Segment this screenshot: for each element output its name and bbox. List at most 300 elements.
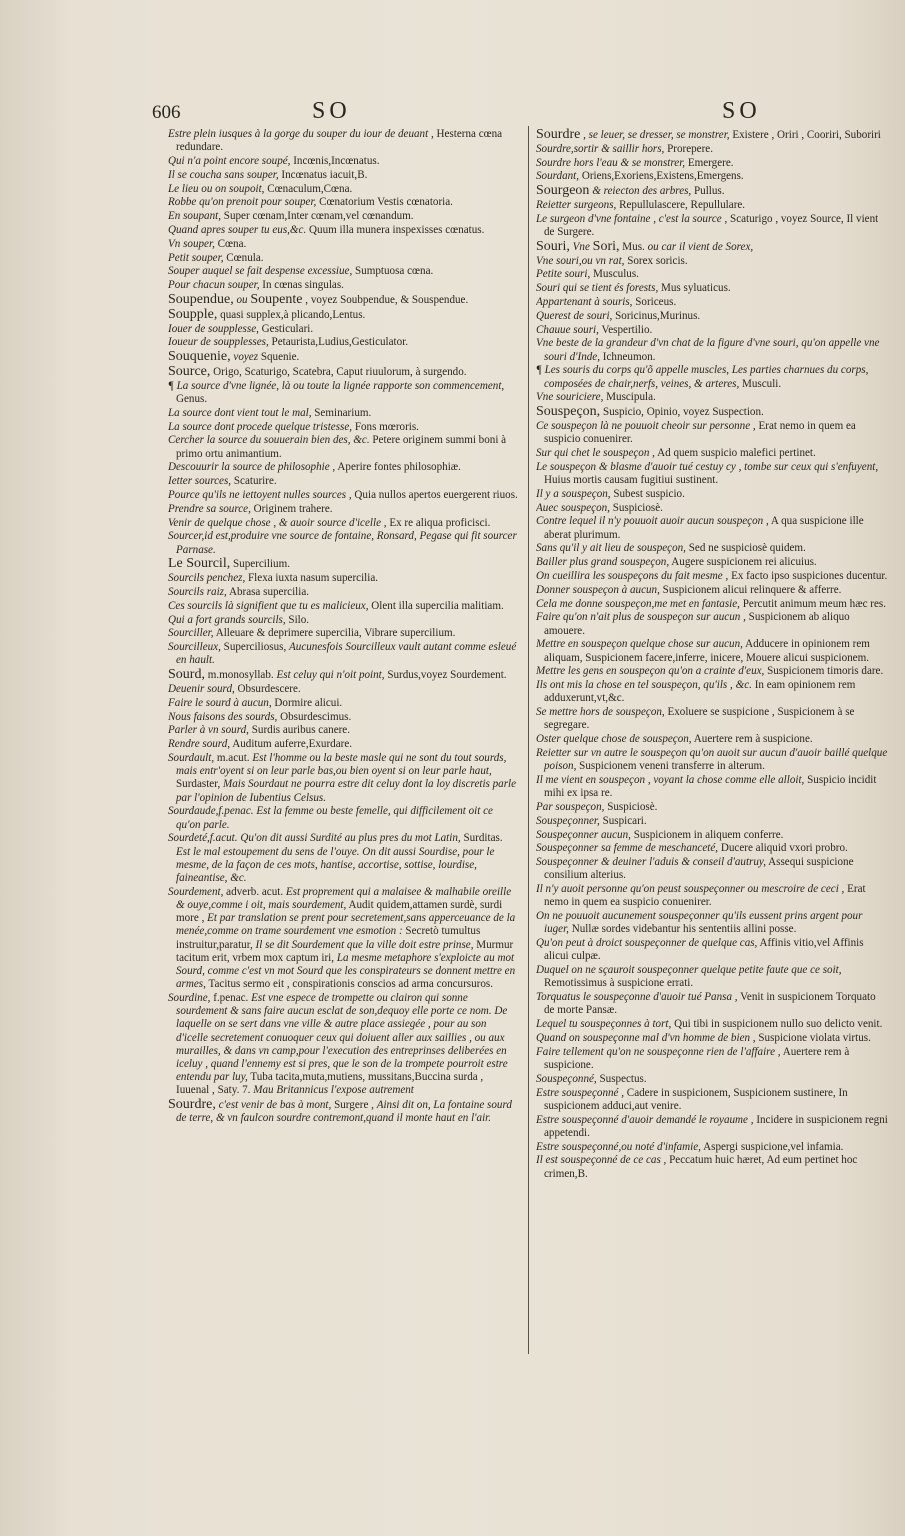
french-text: Souri qui se tient és forests,: [536, 282, 659, 295]
french-text: Sourcils penchez,: [168, 572, 246, 585]
french-text: Parler à vn sourd,: [168, 724, 249, 737]
headword: Source,: [168, 363, 211, 379]
dictionary-entry: [168, 517, 518, 530]
french-text: ou: [236, 293, 248, 306]
latin-text: Aspergi suspicione,vel infamia.: [703, 1140, 844, 1153]
french-text: Pource qu'ils ne iettoyent nulles sources ,: [168, 488, 352, 501]
latin-text: Obsurdescere.: [237, 682, 301, 695]
latin-text: Adducere in opinionem rem aliquam, Suspicionem facere,inferre, inicere, Mouere alicui suspicionem.: [544, 638, 870, 664]
dictionary-entry: [536, 937, 888, 963]
french-text: Cercher la source du souuerain bien des, &c.: [168, 434, 370, 447]
french-text: Souspeçonner & deuiner l'aduis & conseil d'autruy,: [536, 856, 766, 869]
page-number: 606: [152, 102, 181, 123]
french-text: Souspeçonné,: [536, 1072, 597, 1085]
latin-text: Suspiciosè.: [612, 501, 663, 514]
latin-text: Mus syluaticus.: [661, 282, 731, 295]
french-text: Faire le sourd à aucun,: [168, 696, 272, 709]
dictionary-entry: [536, 296, 888, 309]
dictionary-entry: [168, 668, 518, 682]
latin-text: Subest suspicio.: [613, 487, 685, 500]
french-text: Mettre les gens en souspeçon qu'on a crainte d'eux,: [536, 665, 765, 678]
headword: Sourd,: [168, 667, 205, 683]
dictionary-entry: [168, 697, 518, 710]
french-text: ¶ Les souris du corps qu'õ appelle muscles, Les parties charnues du corps, composées de chair,nerfs, veines, & arteres,: [536, 364, 869, 390]
latin-text: Erat nemo in quem ea suspicio conuenirer.: [544, 883, 866, 909]
latin-text: Ex re aliqua proficisci.: [389, 516, 491, 529]
french-text: Vn souper,: [168, 237, 215, 250]
latin-text: Quia nullos apertos euergerent riuos.: [354, 488, 518, 501]
french-text: Sourdine,: [168, 991, 211, 1004]
latin-text: Incidere in suspicionem regni appetendi.: [544, 1113, 888, 1139]
french-text: Petit souper,: [168, 251, 224, 264]
french-text: Quand on souspeçonne mal d'vn homme de bien ,: [536, 1031, 756, 1044]
french-text: Deuenir sourd,: [168, 682, 235, 695]
dictionary-entry: [536, 584, 888, 597]
latin-text: Remotissimus à suspicione errati.: [544, 977, 694, 990]
dictionary-entry: [536, 1141, 888, 1154]
latin-text: Gesticulari.: [261, 322, 314, 335]
french-text: Donner souspeçon à aucun,: [536, 583, 660, 596]
french-text: Souspeçonner,: [536, 814, 600, 827]
latin-text: quasi supplex,à plicando,Lentus.: [220, 308, 366, 321]
french-text: Querest de souri,: [536, 309, 613, 322]
dictionary-entry: [168, 475, 518, 488]
dictionary-entry: [168, 407, 518, 420]
latin-text: Ad quem suspicio malefici pertinet.: [657, 446, 816, 459]
french-text: Petite souri,: [536, 268, 591, 281]
dictionary-entry: [168, 738, 518, 751]
latin-text: Scaturire.: [233, 475, 277, 488]
latin-text: Aperire fontes philosophiæ.: [337, 461, 461, 474]
latin-text: Genus.: [176, 392, 208, 405]
dictionary-entry: [536, 542, 888, 555]
dictionary-entry: [536, 255, 888, 268]
french-text: Sourcer,id est,produire vne source de fontaine, Ronsard, Pegase qui fit sourcer Parnase.: [168, 530, 517, 556]
latin-text: Tuba tacita,muta,mutiens, mussitans,Buccina surda , Iuuenal , Saty. 7.: [176, 1071, 484, 1097]
dictionary-entry: [536, 856, 888, 882]
dictionary-entry: [536, 747, 888, 773]
dictionary-entry: [168, 461, 518, 474]
french-text: ¶ La source d'vne lignée, là ou toute la lignée rapporte son commencement,: [168, 379, 505, 392]
french-text: Est celuy qui n'oit point,: [276, 669, 385, 682]
french-text: Mais Sourdaut ne pourra estre dit celuy dont la loy discretis parle par l'opinion de Iubentius Celsus.: [176, 778, 517, 804]
french-text: Mau Britannicus l'expose autrement: [253, 1084, 414, 1097]
dictionary-entry: [168, 128, 518, 154]
latin-text: Suspicionem in aliquem conferre.: [633, 828, 784, 841]
french-text: Faire qu'on n'ait plus de souspeçon sur aucun ,: [536, 611, 746, 624]
dictionary-entry: [168, 832, 518, 885]
latin-text: adverb. acut.: [226, 885, 284, 898]
french-text: Sourcils raiz,: [168, 585, 227, 598]
dictionary-entry: [168, 224, 518, 237]
dictionary-entry: [168, 336, 518, 349]
latin-text: Incœnatus iacuit,B.: [281, 168, 368, 181]
dictionary-entry: [168, 489, 518, 502]
latin-text: Nullæ sordes videbantur his sententiis allini posse.: [571, 923, 797, 936]
dictionary-entry: [168, 683, 518, 696]
french-text: Sourciller,: [168, 627, 214, 640]
dictionary-entry: [536, 706, 888, 732]
latin-text: Suspicio, Opinio, voyez Suspection.: [602, 406, 764, 419]
french-text: Contre lequel il n'y pouuoit auoir aucun souspeçon ,: [536, 515, 769, 528]
dictionary-entry: [536, 883, 888, 909]
french-text: Faire tellement qu'on ne souspeçonne rien de l'affaire ,: [536, 1045, 781, 1058]
dictionary-entry: [536, 420, 888, 446]
french-text: Reietter sur vn autre le souspeçon qu'on auoit sur aucun d'auoir baillé quelque poison,: [536, 746, 888, 773]
latin-text: Suspicionem timoris dare.: [767, 665, 884, 678]
dictionary-entry: [536, 310, 888, 323]
dictionary-entry: [536, 447, 888, 460]
latin-text: Supercilium.: [233, 558, 291, 571]
headword: Sourgeon: [536, 183, 590, 199]
latin-text: Flexa iuxta nasum supercilia.: [248, 572, 379, 585]
latin-text: Suspicio incidit mihi ex ipsa re.: [544, 773, 877, 800]
latin-text: Surditas.: [463, 832, 503, 845]
latin-text: m.monosyllab.: [207, 669, 274, 682]
latin-text: Emergere.: [687, 156, 734, 169]
dictionary-entry: [168, 627, 518, 640]
french-text: Lequel tu souspeçonnes à tort,: [536, 1018, 672, 1031]
dictionary-entry: [168, 586, 518, 599]
french-text: Mettre en souspeçon quelque chose sur aucun,: [536, 638, 743, 651]
french-text: Estre souspeçonné ,: [536, 1086, 625, 1099]
latin-text: Mus.: [622, 240, 645, 253]
french-text: Sourdre hors l'eau & se monstrer,: [536, 156, 686, 169]
french-text: Qu'on dit aussi Surdité au plus pres du mot Latin,: [240, 832, 461, 845]
right-column: [536, 128, 888, 1378]
headword: Le Sourcil,: [168, 556, 231, 572]
latin-text: Ichneumon.: [602, 350, 656, 363]
latin-text: Petere originem summi boni à primo ortu animantium.: [176, 434, 507, 460]
latin-text: Cœnaculum,Cœna.: [267, 182, 353, 195]
french-text: , se leuer, se dresser, se monstrer,: [583, 129, 730, 141]
french-text: Vne souriciere,: [536, 391, 604, 404]
latin-text: Affinis vitio,vel Affinis alicui culpæ.: [544, 937, 864, 963]
french-text: Sans qu'il y ait lieu de souspeçon,: [536, 542, 686, 555]
french-text: Chauue souri,: [536, 323, 599, 336]
latin-text: In eam opinionem rem adduxerunt,vt,&c.: [544, 679, 856, 705]
french-text: Sourdault,: [168, 751, 215, 764]
latin-text: Squenie.: [260, 351, 300, 364]
dictionary-entry: [536, 213, 888, 239]
dictionary-entry: [168, 210, 518, 223]
french-text: On cueillira les souspeçons du fait mesme ,: [536, 569, 729, 582]
dictionary-entry: [536, 829, 888, 842]
latin-text: In cœnas singulas.: [262, 279, 344, 292]
headword: Soupple,: [168, 306, 218, 322]
dictionary-entry: [168, 992, 518, 1098]
french-text: Il est souspeçonné de ce cas ,: [536, 1154, 667, 1167]
latin-text: Sumptuosa cœna.: [355, 265, 434, 278]
latin-text: Alleuare & deprimere supercilia, Vibrare supercilium.: [215, 627, 456, 640]
dictionary-entry: [168, 308, 518, 322]
dictionary-entry: [168, 434, 518, 460]
latin-text: Quum illa munera inspexisses cœnatus.: [309, 223, 485, 236]
french-text: Auec souspeçon,: [536, 501, 610, 514]
dictionary-entry: [168, 503, 518, 516]
latin-text: Sorex soricis.: [627, 254, 688, 267]
dictionary-entry: [536, 515, 888, 541]
dictionary-entry: [536, 240, 888, 254]
latin-text: Auertere rem à suspicione.: [544, 1045, 850, 1071]
french-text: Ainsi dit on, La fontaine sourd de terre, & vn faulcon sourdre contremont,quand il monte haut en l'air.: [176, 1099, 512, 1125]
headword: Souquenie,: [168, 349, 231, 365]
latin-text: Suspicari.: [602, 814, 647, 827]
french-text: Aucunesfois Sourcilleux vault autant comme esleué en hault.: [176, 641, 517, 667]
running-head-left: SO: [312, 98, 351, 124]
latin-text: Existere , Oriri , Cooriri, Suboriri: [732, 129, 881, 141]
latin-text: Venit in suspicionem Torquato de morte Pansæ.: [544, 991, 876, 1017]
latin-text: Exoluere se suspicione , Suspicionem à se segregare.: [544, 706, 855, 732]
latin-text: Murmur tacitum erit, vrbem mox captum iri,: [176, 938, 514, 964]
latin-text: Percutit animum meum hæc res.: [742, 597, 887, 610]
dictionary-entry: [536, 556, 888, 569]
french-text: car il vient de Sorex,: [661, 240, 754, 253]
dictionary-entry: [168, 323, 518, 336]
latin-text: Sed ne suspiciosè quidem.: [688, 542, 806, 555]
french-text: En soupant,: [168, 210, 222, 223]
dictionary-entry: [536, 910, 888, 936]
dictionary-entry: [536, 665, 888, 678]
latin-text: Seminarium.: [314, 406, 372, 419]
dictionary-entry: [536, 598, 888, 611]
latin-text: Surdaster,: [176, 778, 221, 791]
french-text: Sourdre,sortir & saillir hors,: [536, 142, 665, 155]
latin-text: Assequi suspicione consilium alterius.: [544, 856, 854, 882]
french-text: Vne souri,ou vn rat,: [536, 254, 625, 267]
dictionary-entry: [536, 991, 888, 1017]
french-text: Sourdaude,f.penac.: [168, 805, 254, 818]
dictionary-entry: [536, 964, 888, 990]
dictionary-entry: [536, 405, 888, 419]
latin-text: Ex facto ipso suspiciones ducentur.: [731, 569, 888, 582]
latin-text: Ducere aliquid vxori probro.: [720, 842, 848, 855]
french-text: Nous faisons des sourds,: [168, 710, 278, 723]
dictionary-entry: [536, 570, 888, 583]
latin-text: Musculi.: [742, 377, 782, 390]
latin-text: Obsurdescimus.: [280, 710, 352, 723]
french-text: Estre plein iusques à la gorge du souper du iour de deuant ,: [168, 128, 434, 140]
dictionary-entry: [536, 842, 888, 855]
dictionary-entry: [536, 774, 888, 800]
dictionary-entry: [536, 128, 888, 142]
french-text: Souper auquel se fait despense excessiue,: [168, 265, 353, 278]
dictionary-entry: [536, 801, 888, 814]
headword: Soupendue,: [168, 291, 234, 307]
french-text: Vne beste de la grandeur d'vn chat de la figure d'vne souri, qu'on appelle vne souri d'Inde,: [536, 337, 880, 363]
dictionary-entry: [536, 611, 888, 637]
dictionary-entry: [168, 155, 518, 168]
french-text: La source dont vient tout le mal,: [168, 406, 312, 419]
french-text: Torquatus le souspeçonne d'auoir tué Pansa ,: [536, 991, 738, 1004]
french-text: c'est venir de bas à mont,: [218, 1099, 332, 1112]
french-text: Il n'y auoit personne qu'on peust souspeçonner ou mescroire de ceci ,: [536, 883, 845, 896]
dictionary-entry: [536, 337, 888, 363]
latin-text: Prorepere.: [667, 142, 714, 155]
latin-text: Musculus.: [593, 268, 639, 281]
dictionary-entry: [536, 1046, 888, 1072]
french-text: Il y a souspeçon,: [536, 487, 611, 500]
dictionary-entry: [536, 143, 888, 156]
latin-text: Secretò tumultus instruitur,paratur,: [176, 925, 481, 951]
french-text: La mesme metaphore s'exploicte au mot Sourd, comme c'est vn mot Sourd que les conspirateurs se donnent mettre en armes,: [176, 951, 516, 991]
french-text: Sourdant,: [536, 170, 580, 183]
latin-text: Surdis auribus canere.: [251, 724, 351, 737]
dictionary-entry: [168, 238, 518, 251]
latin-text: Qui tibi in suspicionem nullo suo delicto venit.: [674, 1018, 883, 1031]
french-text: Qui a fort grands sourcils,: [168, 613, 286, 626]
dictionary-entry: [168, 350, 518, 364]
dictionary-entry: [168, 279, 518, 292]
dictionary-entry: [168, 265, 518, 278]
headword: Soupente: [250, 291, 303, 307]
latin-text: Surgere ,: [334, 1099, 374, 1112]
headword: Souri,: [536, 238, 570, 254]
dictionary-entry: [168, 252, 518, 265]
latin-text: Fons mœroris.: [354, 420, 419, 433]
dictionary-entry: [536, 391, 888, 404]
dictionary-entry: [168, 380, 518, 406]
french-text: Par souspeçon,: [536, 800, 605, 813]
french-text: Estre souspeçonné,ou noté d'infamie,: [536, 1140, 701, 1153]
latin-text: Superciliosus,: [223, 641, 287, 654]
dictionary-entry: [536, 1073, 888, 1086]
french-text: Souspeçonner aucun,: [536, 828, 631, 841]
french-text: Prendre sa source,: [168, 502, 251, 515]
dictionary-entry: [168, 169, 518, 182]
latin-text: Olent illa supercilia malitiam.: [371, 599, 504, 612]
french-text: Souspeçonner sa femme de meschanceté,: [536, 842, 719, 855]
french-text: Iouer de soupplesse,: [168, 322, 259, 335]
latin-text: Originem trahere.: [253, 502, 333, 515]
dictionary-entry: [168, 711, 518, 724]
french-text: & reiecton des arbres,: [592, 185, 692, 198]
latin-text: Suspicionem veneni transferre in alterum.: [579, 760, 765, 773]
dictionary-entry: [536, 199, 888, 212]
french-text: Duquel on ne sçauroit souspeçonner quelque petite faute que ce soit,: [536, 964, 842, 977]
latin-text: Petaurista,Ludius,Gesticulator.: [271, 336, 409, 349]
french-text: Sur qui chet le souspeçon ,: [536, 446, 655, 459]
dictionary-entry: [536, 638, 888, 664]
left-column: [168, 128, 518, 1378]
latin-text: Silo.: [288, 613, 310, 626]
latin-text: Hesterna cœna redundare.: [176, 128, 503, 154]
dictionary-entry: [536, 268, 888, 281]
french-text: Ces sourcils là signifient que tu es malicieux,: [168, 599, 369, 612]
dictionary-entry: [168, 572, 518, 585]
french-text: Robbe qu'on prenoit pour souper,: [168, 196, 317, 209]
dictionary-entry: [168, 183, 518, 196]
dictionary-entry: [536, 488, 888, 501]
latin-text: Audit quidem,attamen surdè, surdi more ,: [176, 898, 503, 925]
french-text: voyez: [233, 351, 259, 364]
latin-text: Abrasa supercilia.: [228, 585, 310, 598]
page-header: [0, 96, 905, 126]
dictionary-entry: [536, 733, 888, 746]
french-text: Le souspeçon & blasme d'auoir tué cestuy cy , tombe sur ceux qui s'enfuyent,: [536, 460, 879, 473]
headword: Souspeçon,: [536, 404, 601, 420]
dictionary-entry: [536, 1114, 888, 1140]
french-text: Il me vient en souspeçon , voyant la chose comme elle alloit,: [536, 773, 805, 786]
french-text: Est la femme ou beste femelle, qui difficilement oit ce qu'on parle.: [176, 805, 493, 831]
french-text: Rendre sourd,: [168, 738, 231, 751]
latin-text: Cadere in suspicionem, Suspicionem sustinere, In suspicionem adduci,aut venire.: [544, 1086, 848, 1112]
latin-text: Muscipula.: [606, 391, 656, 404]
french-text: Est le mal estoupement du sens de l'ouye. On dit aussi Sourdise, pour le mesme, de la façon de ces mots, hantise, accortise, sottise, lourdise, faineantise, &c.: [176, 845, 495, 884]
dictionary-entry: [536, 282, 888, 295]
french-text: Cela me donne souspeçon,me met en fantasie,: [536, 597, 740, 610]
dictionary-entry: [536, 1018, 888, 1031]
french-text: Est proprement qui a malaisee & malhabile oreille & ouye,comme i oit, mais sourdement,: [176, 885, 512, 911]
dictionary-entry: [536, 1032, 888, 1045]
dictionary-entry: [536, 679, 888, 705]
latin-text: Repullulascere, Repullulare.: [619, 198, 746, 211]
dictionary-entry: [168, 196, 518, 209]
latin-text: Auertere rem à suspicione.: [693, 733, 813, 746]
latin-text: Peccatum huic hæret, Ad eum pertinet hoc crimen,B.: [544, 1154, 858, 1180]
french-text: Descouurir la source de philosophie ,: [168, 461, 336, 474]
french-text: Ietter sources,: [168, 475, 232, 488]
dictionary-entry: [536, 461, 888, 487]
french-text: Reietter surgeons,: [536, 198, 617, 211]
latin-text: Soriceus.: [635, 295, 677, 308]
latin-text: Super cœnam,Inter cœnam,vel cœnandum.: [223, 210, 414, 223]
dictionary-entry: [168, 600, 518, 613]
dictionary-entry: [536, 1087, 888, 1113]
french-text: Est vne espece de trompette ou clairon qui sonne sourdement & sans faire aucun esclat de son,dequoy elle porte ce nom. De laquelle on se sert dans vne ville & autre place assiegée , pour au son d'icelle secretement conuoquer ceux qui doiuent aller aux saillies , ou aux murailles, & dans vn camp,pour l'execution des entreprinses deliberées en iceluy , quand l'ennemy est si pres, que le son de la trompete pourroit estre entendu par luy,: [176, 991, 508, 1084]
latin-text: Suspicionem alicui relinquere & afferre.: [662, 583, 842, 596]
latin-text: , voyez Soubpendue, & Souspendue.: [305, 293, 469, 306]
french-text: Se mettre hors de souspeçon,: [536, 706, 665, 719]
dictionary-entry: [168, 724, 518, 737]
column-rule: [528, 126, 529, 1354]
dictionary-entry: [168, 641, 518, 667]
dictionary-entry: [536, 324, 888, 337]
latin-text: Dormire alicui.: [274, 696, 343, 709]
latin-text: m.acut.: [216, 751, 250, 764]
dictionary-entry: [168, 557, 518, 571]
french-text: Estre souspeçonné d'auoir demandé le royaume ,: [536, 1113, 754, 1126]
latin-text: f.penac.: [213, 991, 249, 1004]
latin-text: Oriens,Exoriens,Existens,Emergens.: [581, 170, 744, 183]
french-text: Vne: [572, 240, 590, 253]
latin-text: Soricinus,Murinus.: [615, 309, 701, 322]
latin-text: Suspectus.: [599, 1072, 647, 1085]
french-text: Bailler plus grand souspeçon,: [536, 556, 670, 569]
latin-text: Cœna.: [217, 237, 247, 250]
latin-text: A qua suspicione ille aberat plurimum.: [544, 515, 864, 541]
french-text: Sourcilleux,: [168, 641, 221, 654]
dictionary-entry: [168, 293, 518, 307]
latin-text: Surdus,voyez Sourdement.: [387, 669, 507, 682]
latin-text: Suspicione violata virtus.: [758, 1031, 871, 1044]
french-text: Pour chacun souper,: [168, 279, 260, 292]
french-text: On ne pouuoit aucunement souspeçonner qu'ils eussent prins argent pour iuger,: [536, 910, 863, 936]
latin-text: Incœnis,Incœnatus.: [293, 155, 380, 167]
latin-text: Tacitus sermo eit , conspirationis conscios ad arma concursuros.: [208, 978, 493, 991]
french-text: Venir de quelque chose , & auoir source d'icelle ,: [168, 516, 387, 529]
french-text: Le lieu ou on soupoit,: [168, 182, 265, 195]
dictionary-entry: [536, 1154, 888, 1180]
french-text: Quand apres souper tu eus,&c.: [168, 223, 307, 236]
french-text: Oster quelque chose de souspeçon,: [536, 733, 692, 746]
french-text: Qu'on peut à droict souspeçonner de quelque cas,: [536, 937, 758, 950]
french-text: Ioueur de soupplesses,: [168, 336, 269, 349]
dictionary-entry: [168, 886, 518, 992]
dictionary-entry: [536, 502, 888, 515]
french-text: Sourdeté,f.acut.: [168, 832, 238, 845]
french-text: La source dont procede quelque tristesse,: [168, 420, 353, 433]
